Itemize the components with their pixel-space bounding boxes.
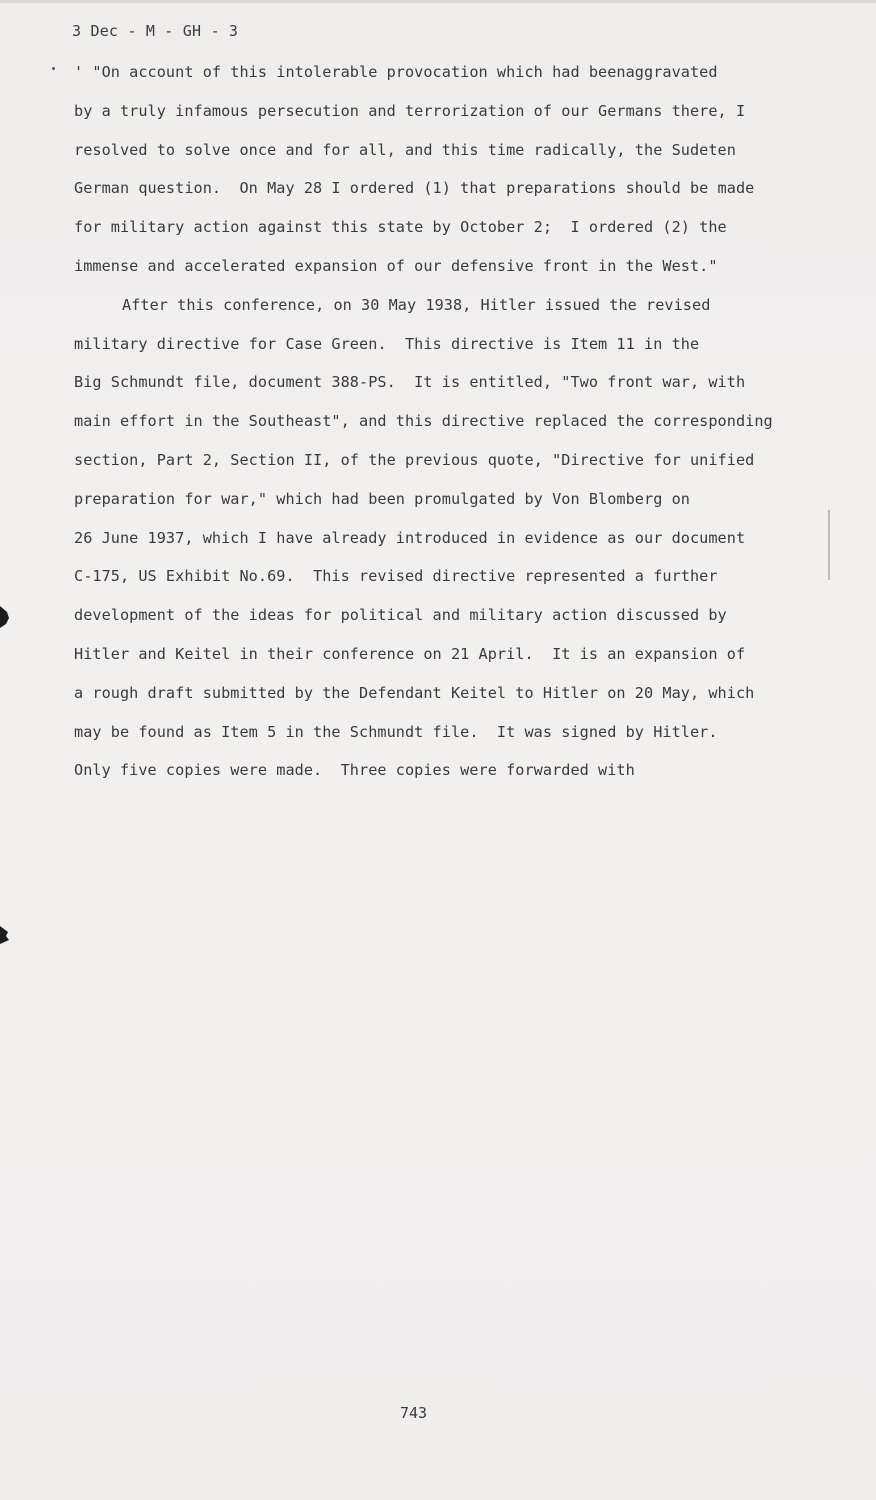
text-line: ' "On account of this intolerable provocation which had beenaggravated [74, 63, 718, 81]
document-body [74, 53, 834, 790]
margin-vertical-mark [828, 510, 830, 580]
text-line: immense and accelerated expansion of our defensive front in the West." [74, 256, 718, 275]
text-line: by a truly infamous persecution and terrorization of our Germans there, I [74, 101, 746, 120]
text-line: may be found as Item 5 in the Schmundt file. It was signed by Hitler. [74, 722, 718, 741]
text-line: military directive for Case Green. This directive is Item 11 in the [74, 334, 700, 353]
text-line: development of the ideas for political and military action discussed by [74, 606, 727, 625]
text-line: preparation for war," which had been promulgated by Von Blomberg on [74, 489, 690, 508]
text-line: C-175, US Exhibit No.69. This revised directive represented a further [74, 567, 718, 586]
text-line: 26 June 1937, which I have already introduced in evidence as our document [74, 528, 746, 547]
text-line: a rough draft submitted by the Defendant Keitel to Hitler on 20 May, which [74, 683, 755, 702]
binding-clip-icon [0, 604, 10, 630]
text-line: German question. On May 28 I ordered (1) that preparations should be made [74, 179, 755, 198]
binding-clip-icon [0, 922, 10, 948]
page-top-edge [0, 0, 876, 3]
page-number: 743 [400, 1404, 428, 1422]
text-line: section, Part 2, Section II, of the previous quote, "Directive for unified [74, 450, 755, 469]
text-line: Big Schmundt file, document 388-PS. It is entitled, "Two front war, with [74, 373, 746, 392]
text-line: for military action against this state by October 2; I ordered (2) the [74, 218, 727, 237]
paragraph-start-line: After this conference, on 30 May 1938, Hitler issued the revised [122, 295, 711, 314]
text-line: Hitler and Keitel in their conference on 21 April. It is an expansion of [74, 644, 746, 663]
document-reference-header: 3 Dec - M - GH - 3 [72, 22, 239, 40]
text-line: main effort in the Southeast", and this directive replaced the corresponding [74, 412, 773, 431]
text-line: resolved to solve once and for all, and this time radically, the Sudeten [74, 140, 736, 159]
text-line: Only five copies were made. Three copies were forwarded with [74, 761, 635, 780]
margin-dot [52, 67, 55, 70]
